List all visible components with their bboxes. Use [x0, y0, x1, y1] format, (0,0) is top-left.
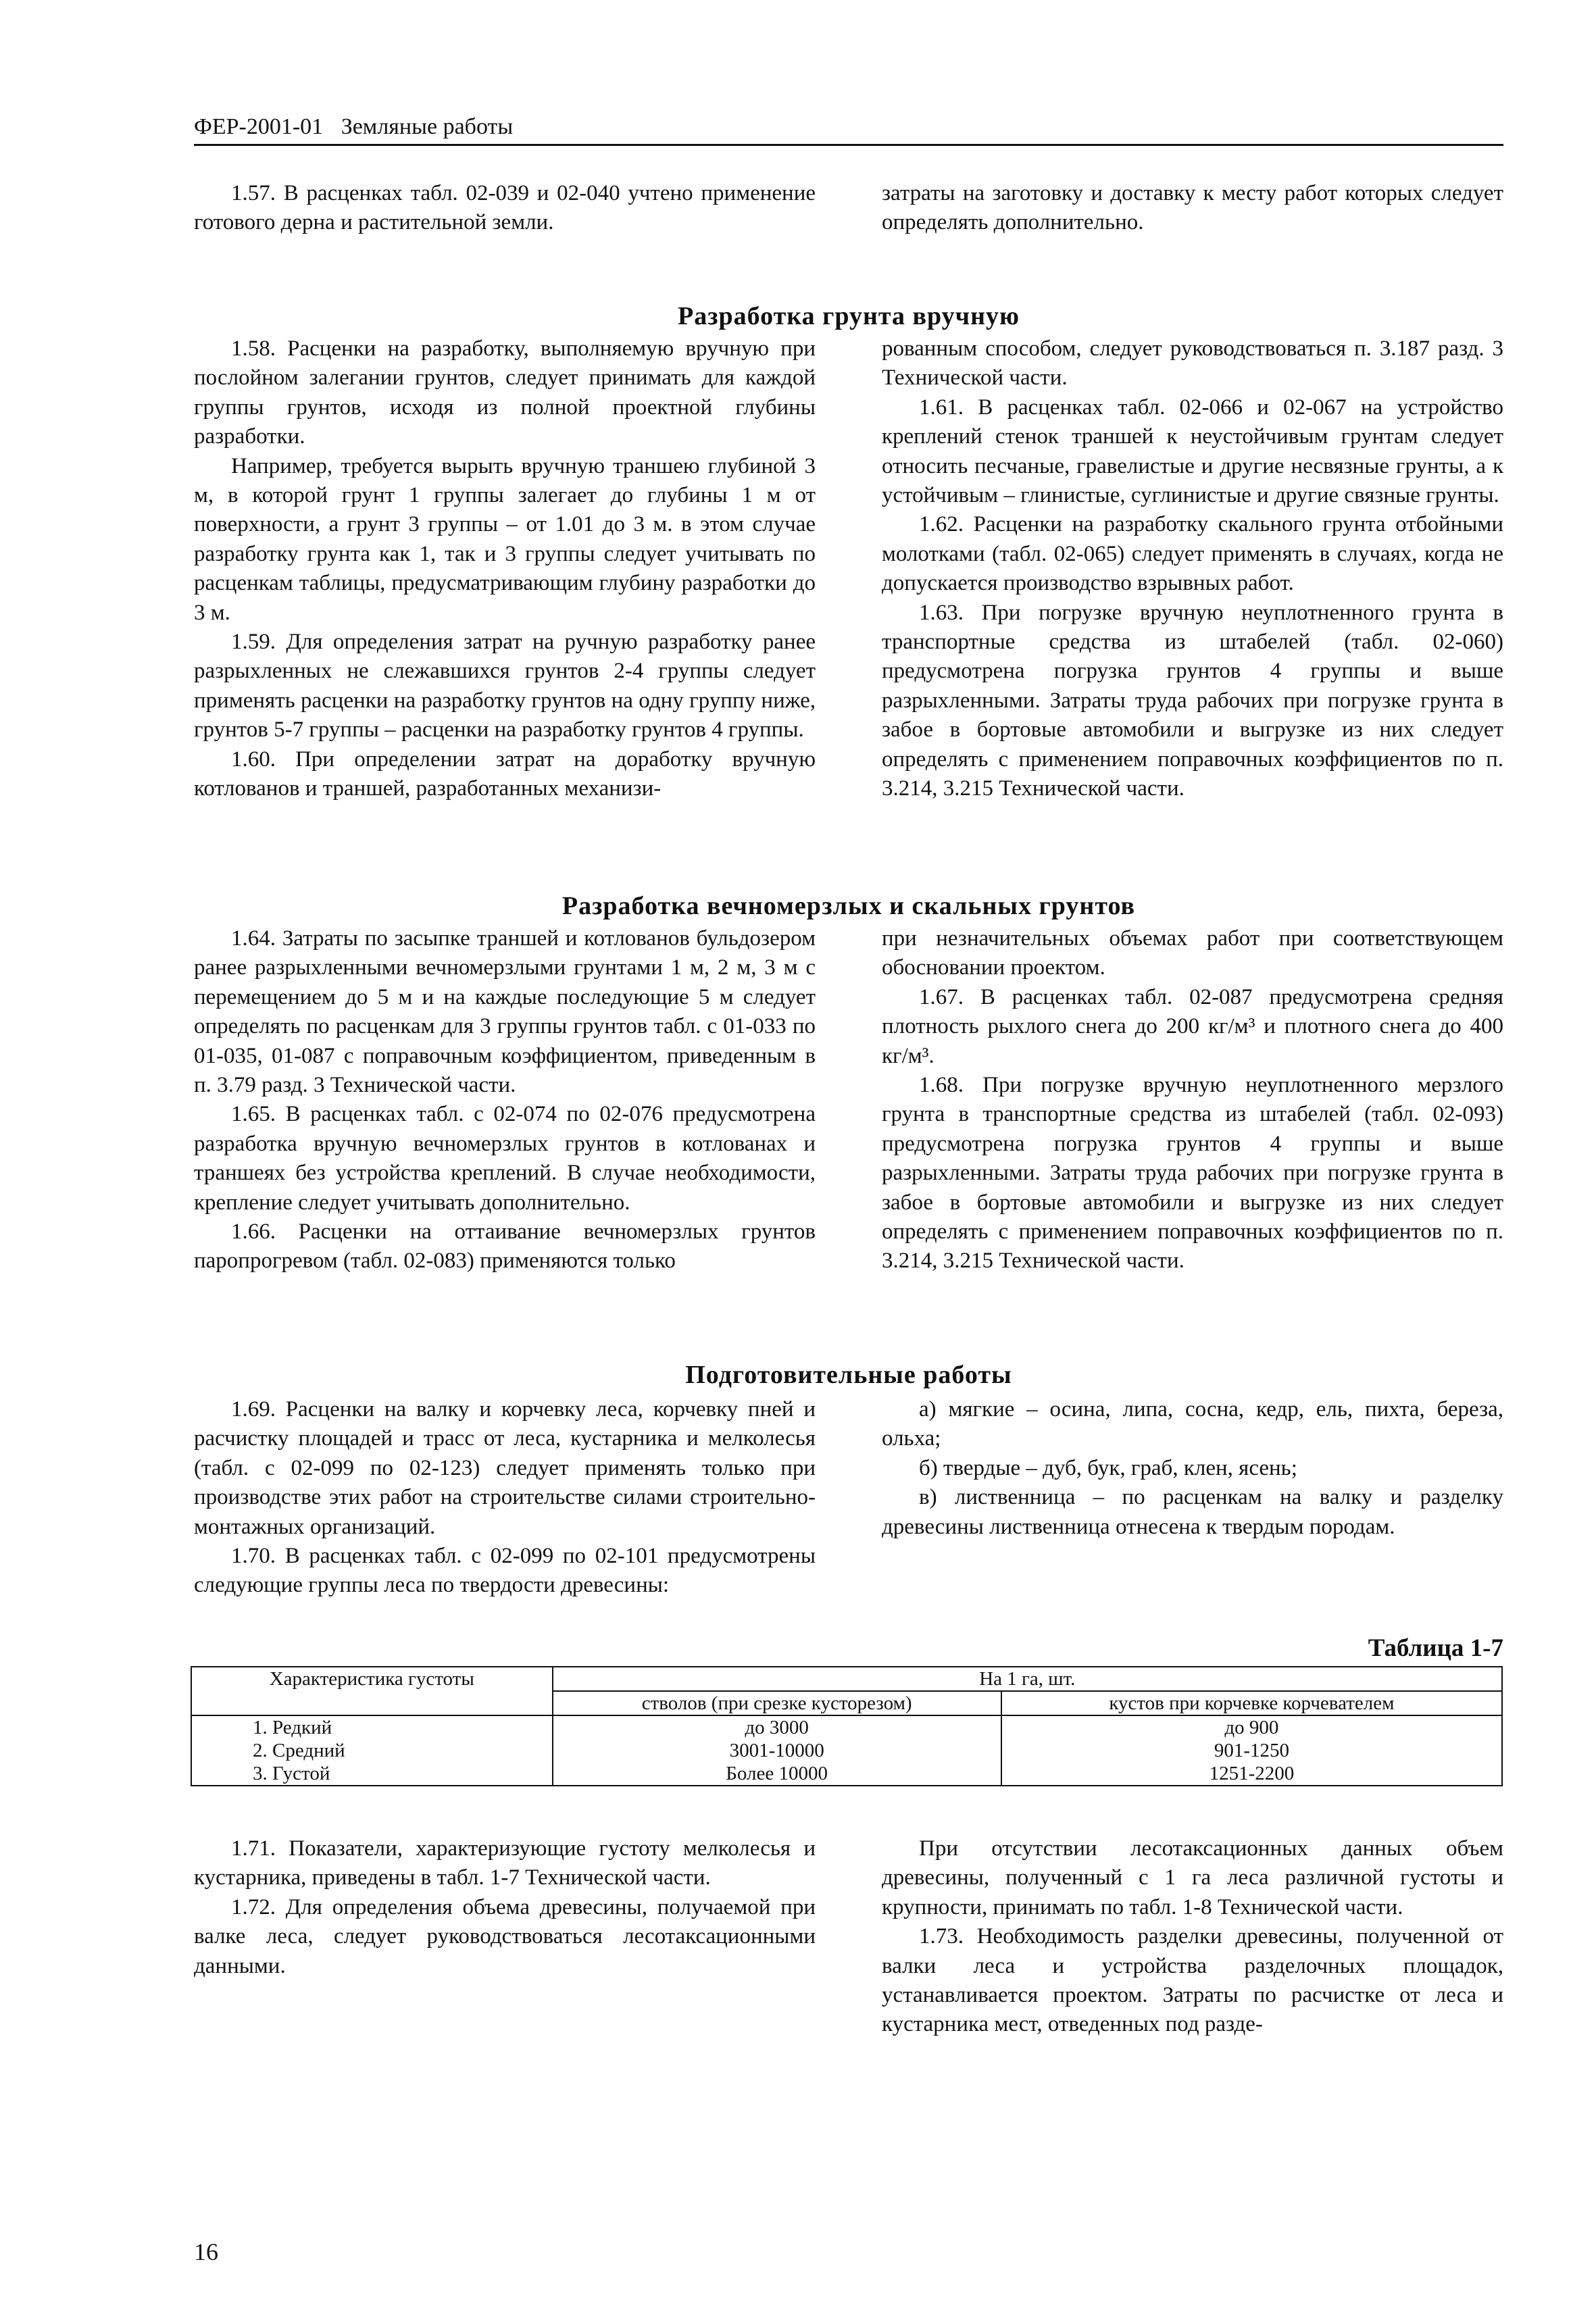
table-header-cell: На 1 га, шт.: [553, 1667, 1502, 1691]
paragraph: При отсутствии лесотаксационных данных объем древесины, полученный с 1 га леса различной густоты и крупности, принимать по табл. 1-8 Технической части.: [882, 1836, 1503, 1919]
left-column: [194, 179, 816, 238]
table-cell: до 3000: [553, 1715, 1001, 1739]
paragraph: 1.68. При погрузке вручную неуплотненного мерзлого грунта в транспортные средства из штабелей (табл. 02-093) предусмотрена погрузка грунтов 4 группы и выше разрыхленными. Затраты труда рабочих при погрузке грунта в забое в бортовые автомобили и выгрузке из них следует определять с применением поправочных коэффициентов по п. 3.214, 3.215 Технической части.: [882, 1073, 1503, 1274]
table-cell: Более 10000: [553, 1762, 1001, 1786]
paragraph: 1.64. Затраты по засыпке траншей и котлованов бульдозером ранее разрыхленными вечномерзлыми грунтами 1 м, 2 м, 3 м с перемещением до 5 м и на каждые последующие 5 м следует определять по расценкам для 3 группы грунтов табл. с 01-033 по 01-035, 01-087 с поправочным коэффициентом, приведенным в п. 3.79 разд. 3 Технической части.: [194, 926, 816, 1098]
table-header-cell: Характеристика густоты: [191, 1667, 553, 1715]
document-section-title: Земляные работы: [341, 114, 514, 139]
section2-columns: [194, 924, 1503, 1276]
paragraph: Например, требуется вырыть вручную траншею глубиной 3 м, в которой грунт 1 группы залегает до глубины 1 м от поверхности, а грунт 3 группы – от 1.01 до 3 м. в этом случае разработку грунта как 1, так и 3 группы следует учитывать по расценкам таблицы, предусматривающим глубину разработки до 3 м.: [194, 453, 816, 625]
bottom-columns: [194, 1834, 1503, 2040]
paragraph: 1.71. Показатели, характеризующие густоту мелколесья и кустарника, приведены в табл. 1-7 Технической части.: [194, 1836, 816, 1890]
section-heading: Разработка грунта вручную: [677, 302, 1020, 330]
right-column: [882, 924, 1503, 1276]
header-rule: [194, 144, 1503, 146]
left-column: [194, 1834, 816, 2040]
table-cell: 3001-10000: [553, 1739, 1001, 1762]
paragraph: 1.69. Расценки на валку и корчевку леса, корчевку пней и расчистку площадей и трасс от леса, кустарника и мелколесья (табл. с 02-099 по 02-123) следует применять только при производстве этих работ на строительстве силами строительно-монтажных организаций.: [194, 1397, 816, 1539]
paragraph: рованным способом, следует руководствоваться п. 3.187 разд. 3 Технической части.: [882, 336, 1503, 391]
table-row: [191, 1762, 1502, 1786]
left-column: [194, 924, 816, 1276]
paragraph: 1.57. В расценках табл. 02-039 и 02-040 учтено применение готового дерна и растительной земли.: [194, 181, 816, 235]
paragraph: 1.66. Расценки на оттаивание вечномерзлых грунтов паропрогревом (табл. 02-083) применяются только: [194, 1219, 816, 1274]
paragraph: в) лиственница – по расценкам на валку и разделку древесины лиственница отнесена к твердым породам.: [882, 1485, 1503, 1539]
section1-columns: [194, 334, 1503, 804]
section3-columns: [194, 1395, 1503, 1601]
running-header: [194, 114, 1503, 141]
paragraph: 1.67. В расценках табл. 02-087 предусмотрена средняя плотность рыхлого снега до 200 кг/м³ и плотного снега до 400 кг/м³.: [882, 984, 1503, 1068]
table-cell: до 900: [1001, 1715, 1502, 1739]
right-column: [882, 334, 1503, 804]
table-cell: 901-1250: [1001, 1739, 1502, 1762]
table-caption: Таблица 1-7: [1368, 1634, 1503, 1662]
paragraph: 1.65. В расценках табл. с 02-074 по 02-076 предусмотрена разработка вручную вечномерзлых грунтов в котлованах и траншеях без устройства креплений. В случае необходимости, крепление следует учитывать дополнительно.: [194, 1102, 816, 1215]
page-number: 16: [194, 2238, 218, 2265]
left-column: [194, 1395, 816, 1601]
right-column: [882, 1834, 1503, 2040]
left-column: [194, 334, 816, 804]
paragraph: 1.58. Расценки на разработку, выполняемую вручную при послойном залегании грунтов, следует принимать для каждой группы грунтов, исходя из полной проектной глубины разработки.: [194, 336, 816, 449]
paragraph: 1.59. Для определения затрат на ручную разработку ранее разрыхленных не слежавшихся грунтов 2-4 группы следует применять расценки на разработку грунтов на одну группу ниже, грунтов 5-7 группы – расценки на разработку грунтов 4 группы.: [194, 630, 816, 743]
paragraph: 1.62. Расценки на разработку скального грунта отбойными молотками (табл. 02-065) следует применять в случаях, когда не допускается производство взрывных работ.: [882, 512, 1503, 596]
table-header-cell: стволов (при срезке кусторезом): [553, 1691, 1001, 1715]
table-cell: 2. Средний: [191, 1739, 553, 1762]
table-cell: 3. Густой: [191, 1762, 553, 1786]
document-code: ФЕР-2001-01: [194, 114, 324, 139]
paragraph: 1.61. В расценках табл. 02-066 и 02-067 на устройство креплений стенок траншей к неустойчивым грунтам следует относить песчаные, гравелистые и другие несвязные грунты, а к устойчивым – глинистые, суглинистые и другие связные грунты.: [882, 395, 1503, 508]
paragraph: 1.60. При определении затрат на доработку вручную котлованов и траншей, разработанных механизи-: [194, 747, 816, 801]
right-column: [882, 179, 1503, 238]
paragraph: при незначительных объемах работ при соответствующем обосновании проектом.: [882, 926, 1503, 980]
table-cell: 1251-2200: [1001, 1762, 1502, 1786]
section-heading: Подготовительные работы: [685, 1361, 1012, 1389]
paragraph: затраты на заготовку и доставку к месту работ которых следует определять дополнительно.: [882, 181, 1503, 235]
table-cell: 1. Редкий: [191, 1715, 553, 1739]
paragraph: 1.63. При погрузке вручную неуплотненного грунта в транспортные средства из штабелей (табл. 02-060) предусмотрена погрузка грунтов 4 группы и выше разрыхленными. Затраты труда рабочих при погрузке грунта в забое в бортовые автомобили и выгрузке из них следует определять с применением поправочных коэффициентов по п. 3.214, 3.215 Технической части.: [882, 600, 1503, 801]
density-table: [191, 1666, 1503, 1786]
right-column: [882, 1395, 1503, 1601]
table-row: [191, 1739, 1502, 1762]
paragraph: 1.72. Для определения объема древесины, получаемой при валке леса, следует руководствоваться лесотаксационными данными.: [194, 1894, 816, 1978]
table-row: [191, 1715, 1502, 1739]
table-header-cell: кустов при корчевке корчевателем: [1001, 1691, 1502, 1715]
paragraph: б) твердые – дуб, бук, граб, клен, ясень;: [919, 1455, 1297, 1480]
paragraph: 1.73. Необходимость разделки древесины, полученной от валки леса и устройства разделочных площадок, устанавливается проектом. Затраты по расчистке от леса и кустарника мест, отведенных под разде-: [882, 1924, 1503, 2037]
table-header-row: [191, 1667, 1502, 1691]
paragraph: а) мягкие – осина, липа, сосна, кедр, ель, пихта, береза, ольха;: [882, 1397, 1503, 1451]
intro-columns: [194, 179, 1503, 238]
section-heading: Разработка вечномерзлых и скальных грунтов: [562, 892, 1136, 920]
paragraph: 1.70. В расценках табл. с 02-099 по 02-101 предусмотрены следующие группы леса по твердости древесины:: [194, 1544, 816, 1598]
